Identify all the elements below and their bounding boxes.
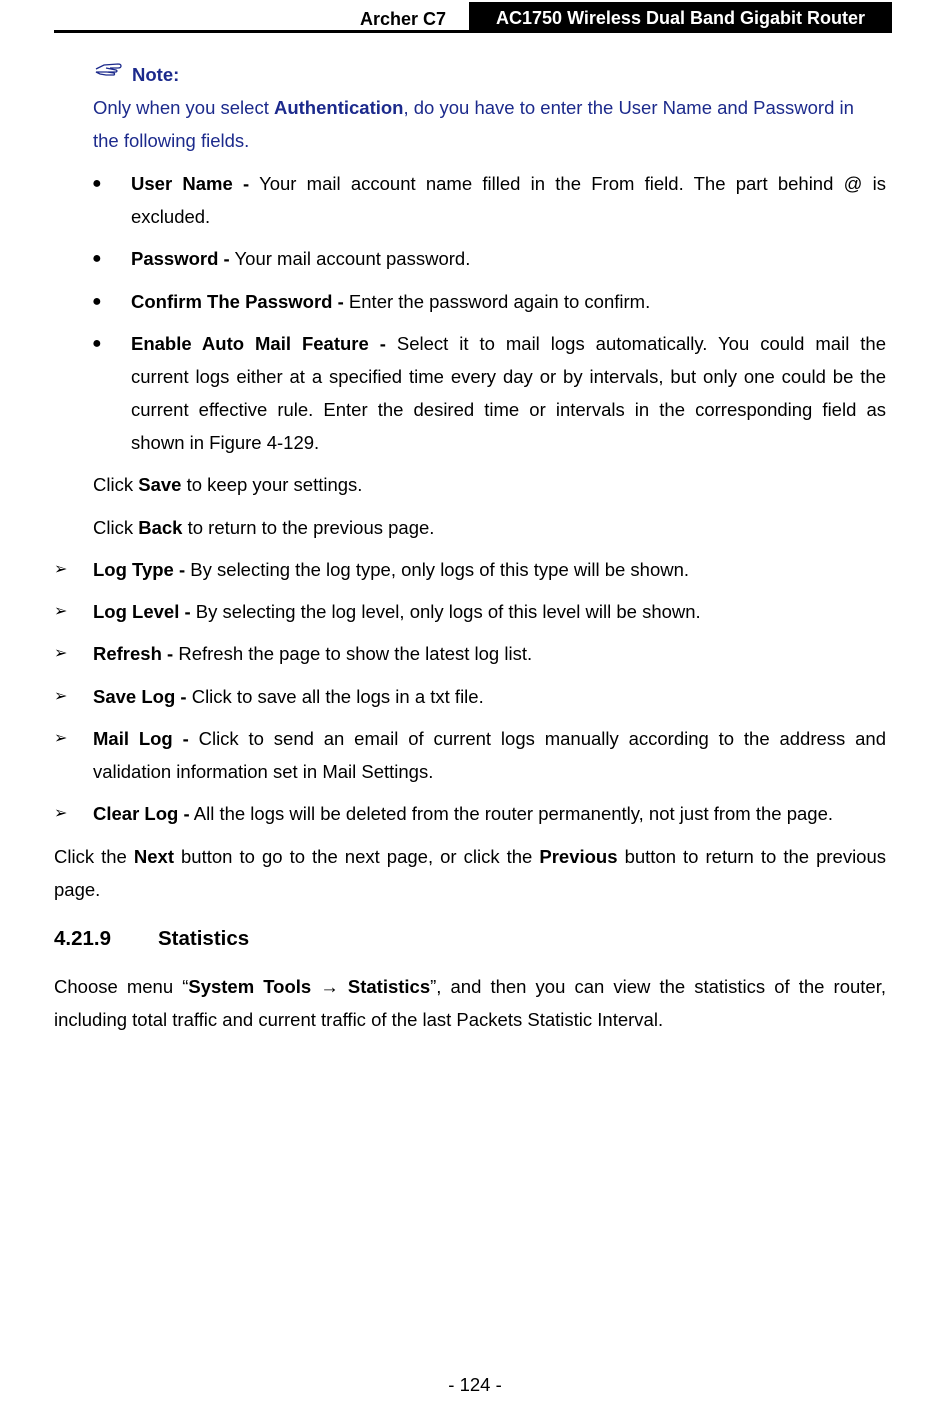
bullet-auto-mail-cont-2: current effective rule. Enter the desired time or intervals in the corresponding field as [131, 399, 886, 420]
menu-arrow-icon: → [320, 976, 339, 997]
item-refresh: Refresh - Refresh the page to show the latest log list. [93, 643, 533, 664]
header-model: Archer C7 [360, 9, 447, 29]
arrow-bullet-icon: ➢ [54, 645, 68, 662]
item-log-type: Log Type - By selecting the log type, only logs of this type will be shown. [93, 559, 690, 580]
section-number: 4.21.9 [54, 927, 111, 950]
bullet-password: Password - Your mail account password. [131, 248, 471, 269]
click-back-text: Click Back to return to the previous page. [93, 517, 435, 538]
bullet-dot: ● [92, 250, 102, 267]
item-save-log: Save Log - Click to save all the logs in a txt file. [93, 686, 484, 707]
item-mail-log-cont: validation information set in Mail Settings. [93, 761, 434, 782]
bullet-auto-mail-cont-1: current logs either at a specified time every day or by intervals, but only one could be the [131, 366, 886, 387]
arrow-bullet-icon: ➢ [54, 688, 68, 705]
next-previous-paragraph: Click the Next button to go to the next page, or click the Previous button to return to the previous [54, 846, 887, 867]
bullet-user-name: User Name - Your mail account name filled in the From field. The part behind @ is [131, 173, 886, 194]
statistics-paragraph: Choose menu “System Tools → Statistics”, and then you can view the statistics of the router, [54, 976, 886, 997]
note-line-2: the following fields. [93, 130, 250, 151]
note-title: Note: [132, 64, 180, 85]
bullet-confirm-password: Confirm The Password - Enter the password again to confirm. [131, 291, 651, 312]
bullet-user-name-cont: excluded. [131, 206, 211, 227]
bullet-auto-mail-cont-3: shown in Figure 4-129. [131, 432, 320, 453]
note-line-1: Only when you select Authentication, do you have to enter the User Name and Password in [93, 97, 854, 118]
bullet-dot: ● [92, 293, 102, 310]
next-previous-paragraph-cont: page. [54, 879, 101, 900]
item-mail-log: Mail Log - Click to send an email of current logs manually according to the address and [93, 728, 887, 749]
item-clear-log: Clear Log - All the logs will be deleted from the router permanently, not just from the page. [93, 803, 834, 824]
page-number: - 124 - [448, 1374, 502, 1395]
header-rule [54, 30, 892, 33]
arrow-bullet-icon: ➢ [54, 603, 68, 620]
item-log-level: Log Level - By selecting the log level, only logs of this level will be shown. [93, 601, 701, 622]
click-save-text: Click Save to keep your settings. [93, 474, 363, 495]
pointing-hand-icon [94, 60, 124, 85]
bullet-dot: ● [92, 175, 102, 192]
arrow-bullet-icon: ➢ [54, 730, 68, 747]
header-product-title: AC1750 Wireless Dual Band Gigabit Router [469, 2, 892, 32]
statistics-paragraph-cont: including total traffic and current traffic of the last Packets Statistic Interval. [54, 1009, 664, 1030]
bullet-dot: ● [92, 335, 102, 352]
arrow-bullet-icon: ➢ [54, 805, 68, 822]
arrow-bullet-icon: ➢ [54, 561, 68, 578]
bullet-auto-mail: Enable Auto Mail Feature - Select it to mail logs automatically. You could mail the [131, 333, 886, 354]
section-title: Statistics [158, 927, 250, 950]
